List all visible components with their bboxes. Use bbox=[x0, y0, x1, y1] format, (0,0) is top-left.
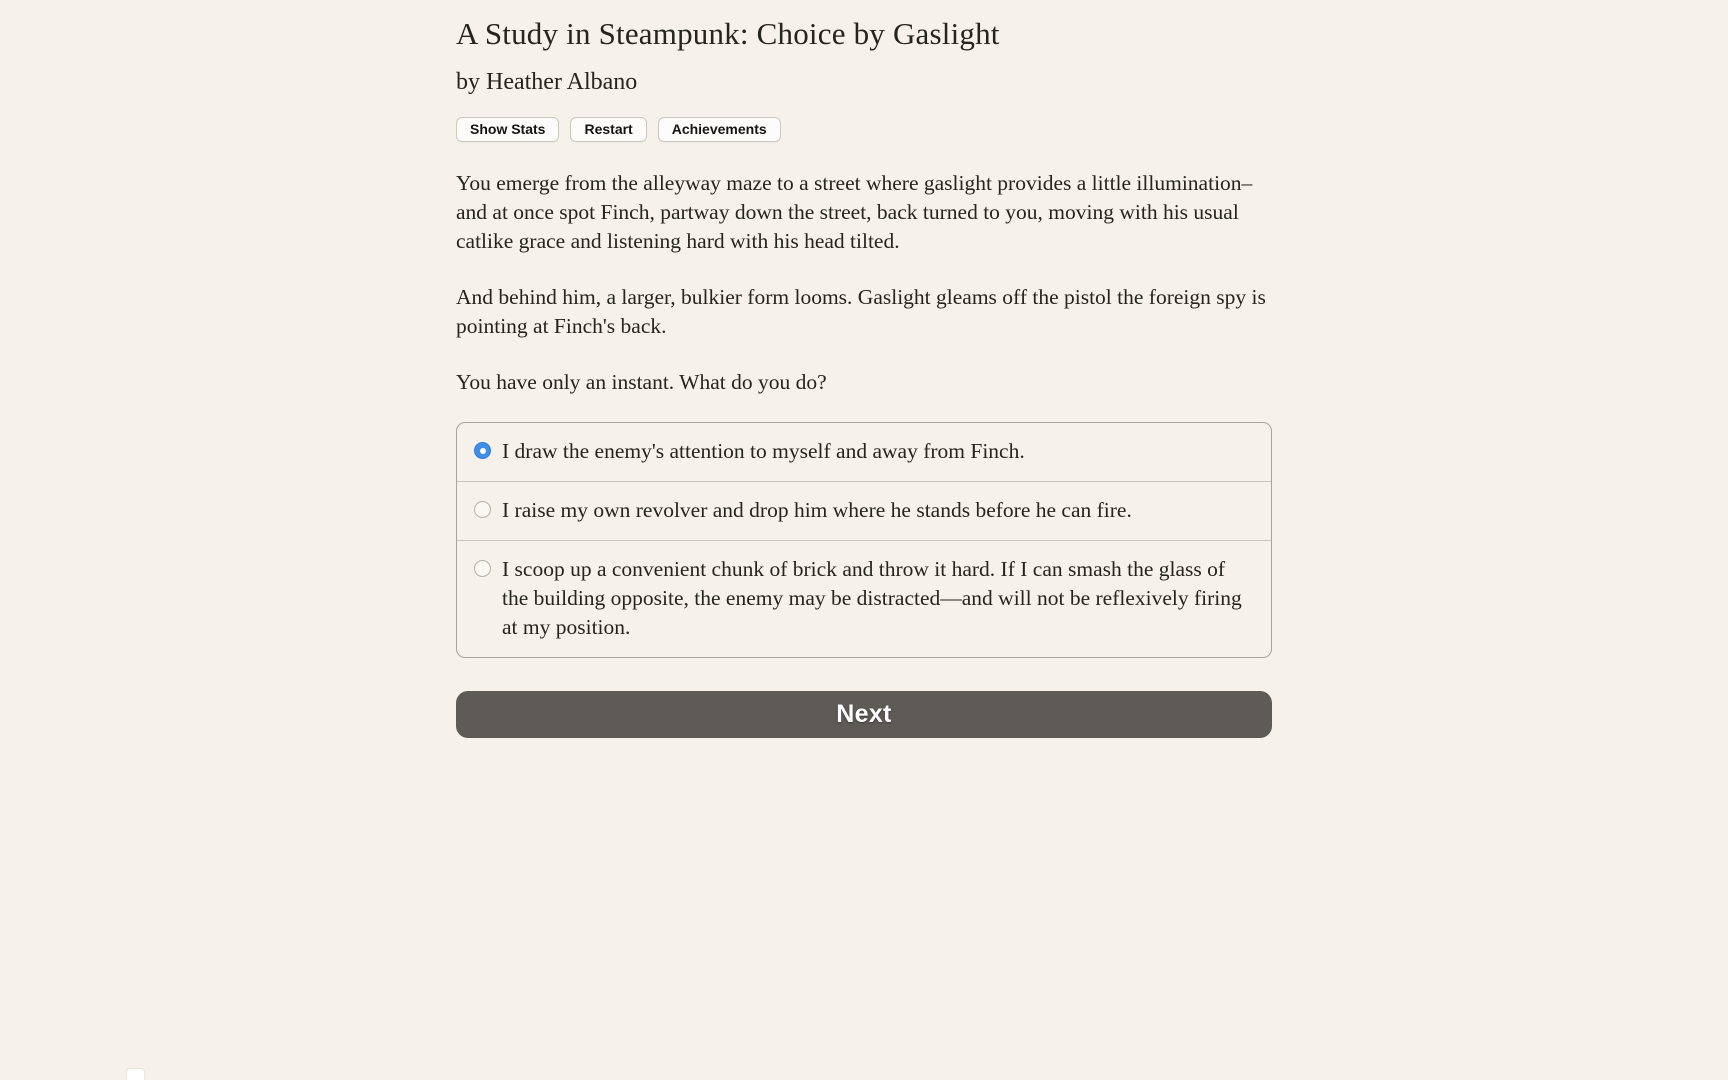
screen-corner-artifact bbox=[127, 1069, 144, 1080]
choice-option-3[interactable] bbox=[457, 540, 1271, 657]
next-button[interactable]: Next bbox=[456, 691, 1272, 738]
choice-option-1[interactable] bbox=[457, 423, 1271, 481]
choices-group bbox=[456, 422, 1272, 658]
choice-1-radio-icon[interactable] bbox=[474, 442, 491, 459]
page-title: A Study in Steampunk: Choice by Gaslight bbox=[456, 16, 1000, 51]
choice-2-radio-icon[interactable] bbox=[474, 501, 491, 518]
choice-1-label: I draw the enemy's attention to myself and away from Finch. bbox=[502, 439, 1025, 463]
story-paragraph-2: And behind him, a larger, bulkier form looms. Gaslight gleams off the pistol the foreign spy is pointing at Finch's back. bbox=[456, 285, 1266, 338]
choice-3-label: I scoop up a convenient chunk of brick and throw it hard. If I can smash the glass of the building opposite, the enemy may be distracted—and will not be reflexively firing at my position. bbox=[502, 557, 1242, 639]
restart-button[interactable]: Restart bbox=[570, 117, 646, 142]
choice-3-radio-icon[interactable] bbox=[474, 560, 491, 577]
toolbar bbox=[456, 117, 1272, 142]
achievements-button[interactable]: Achievements bbox=[658, 117, 781, 142]
story-paragraph-1: You emerge from the alleyway maze to a street where gaslight provides a little illumination–and at once spot Finch, partway down the street, back turned to you, moving with his usual catlike grace and listening hard with his head tilted. bbox=[456, 171, 1253, 253]
content-column bbox=[456, 0, 1272, 738]
show-stats-button[interactable]: Show Stats bbox=[456, 117, 559, 142]
choice-2-label: I raise my own revolver and drop him where he stands before he can fire. bbox=[502, 498, 1132, 522]
choice-option-2[interactable] bbox=[457, 481, 1271, 540]
story-prompt: You have only an instant. What do you do? bbox=[456, 370, 827, 394]
author-byline: by Heather Albano bbox=[456, 69, 638, 95]
